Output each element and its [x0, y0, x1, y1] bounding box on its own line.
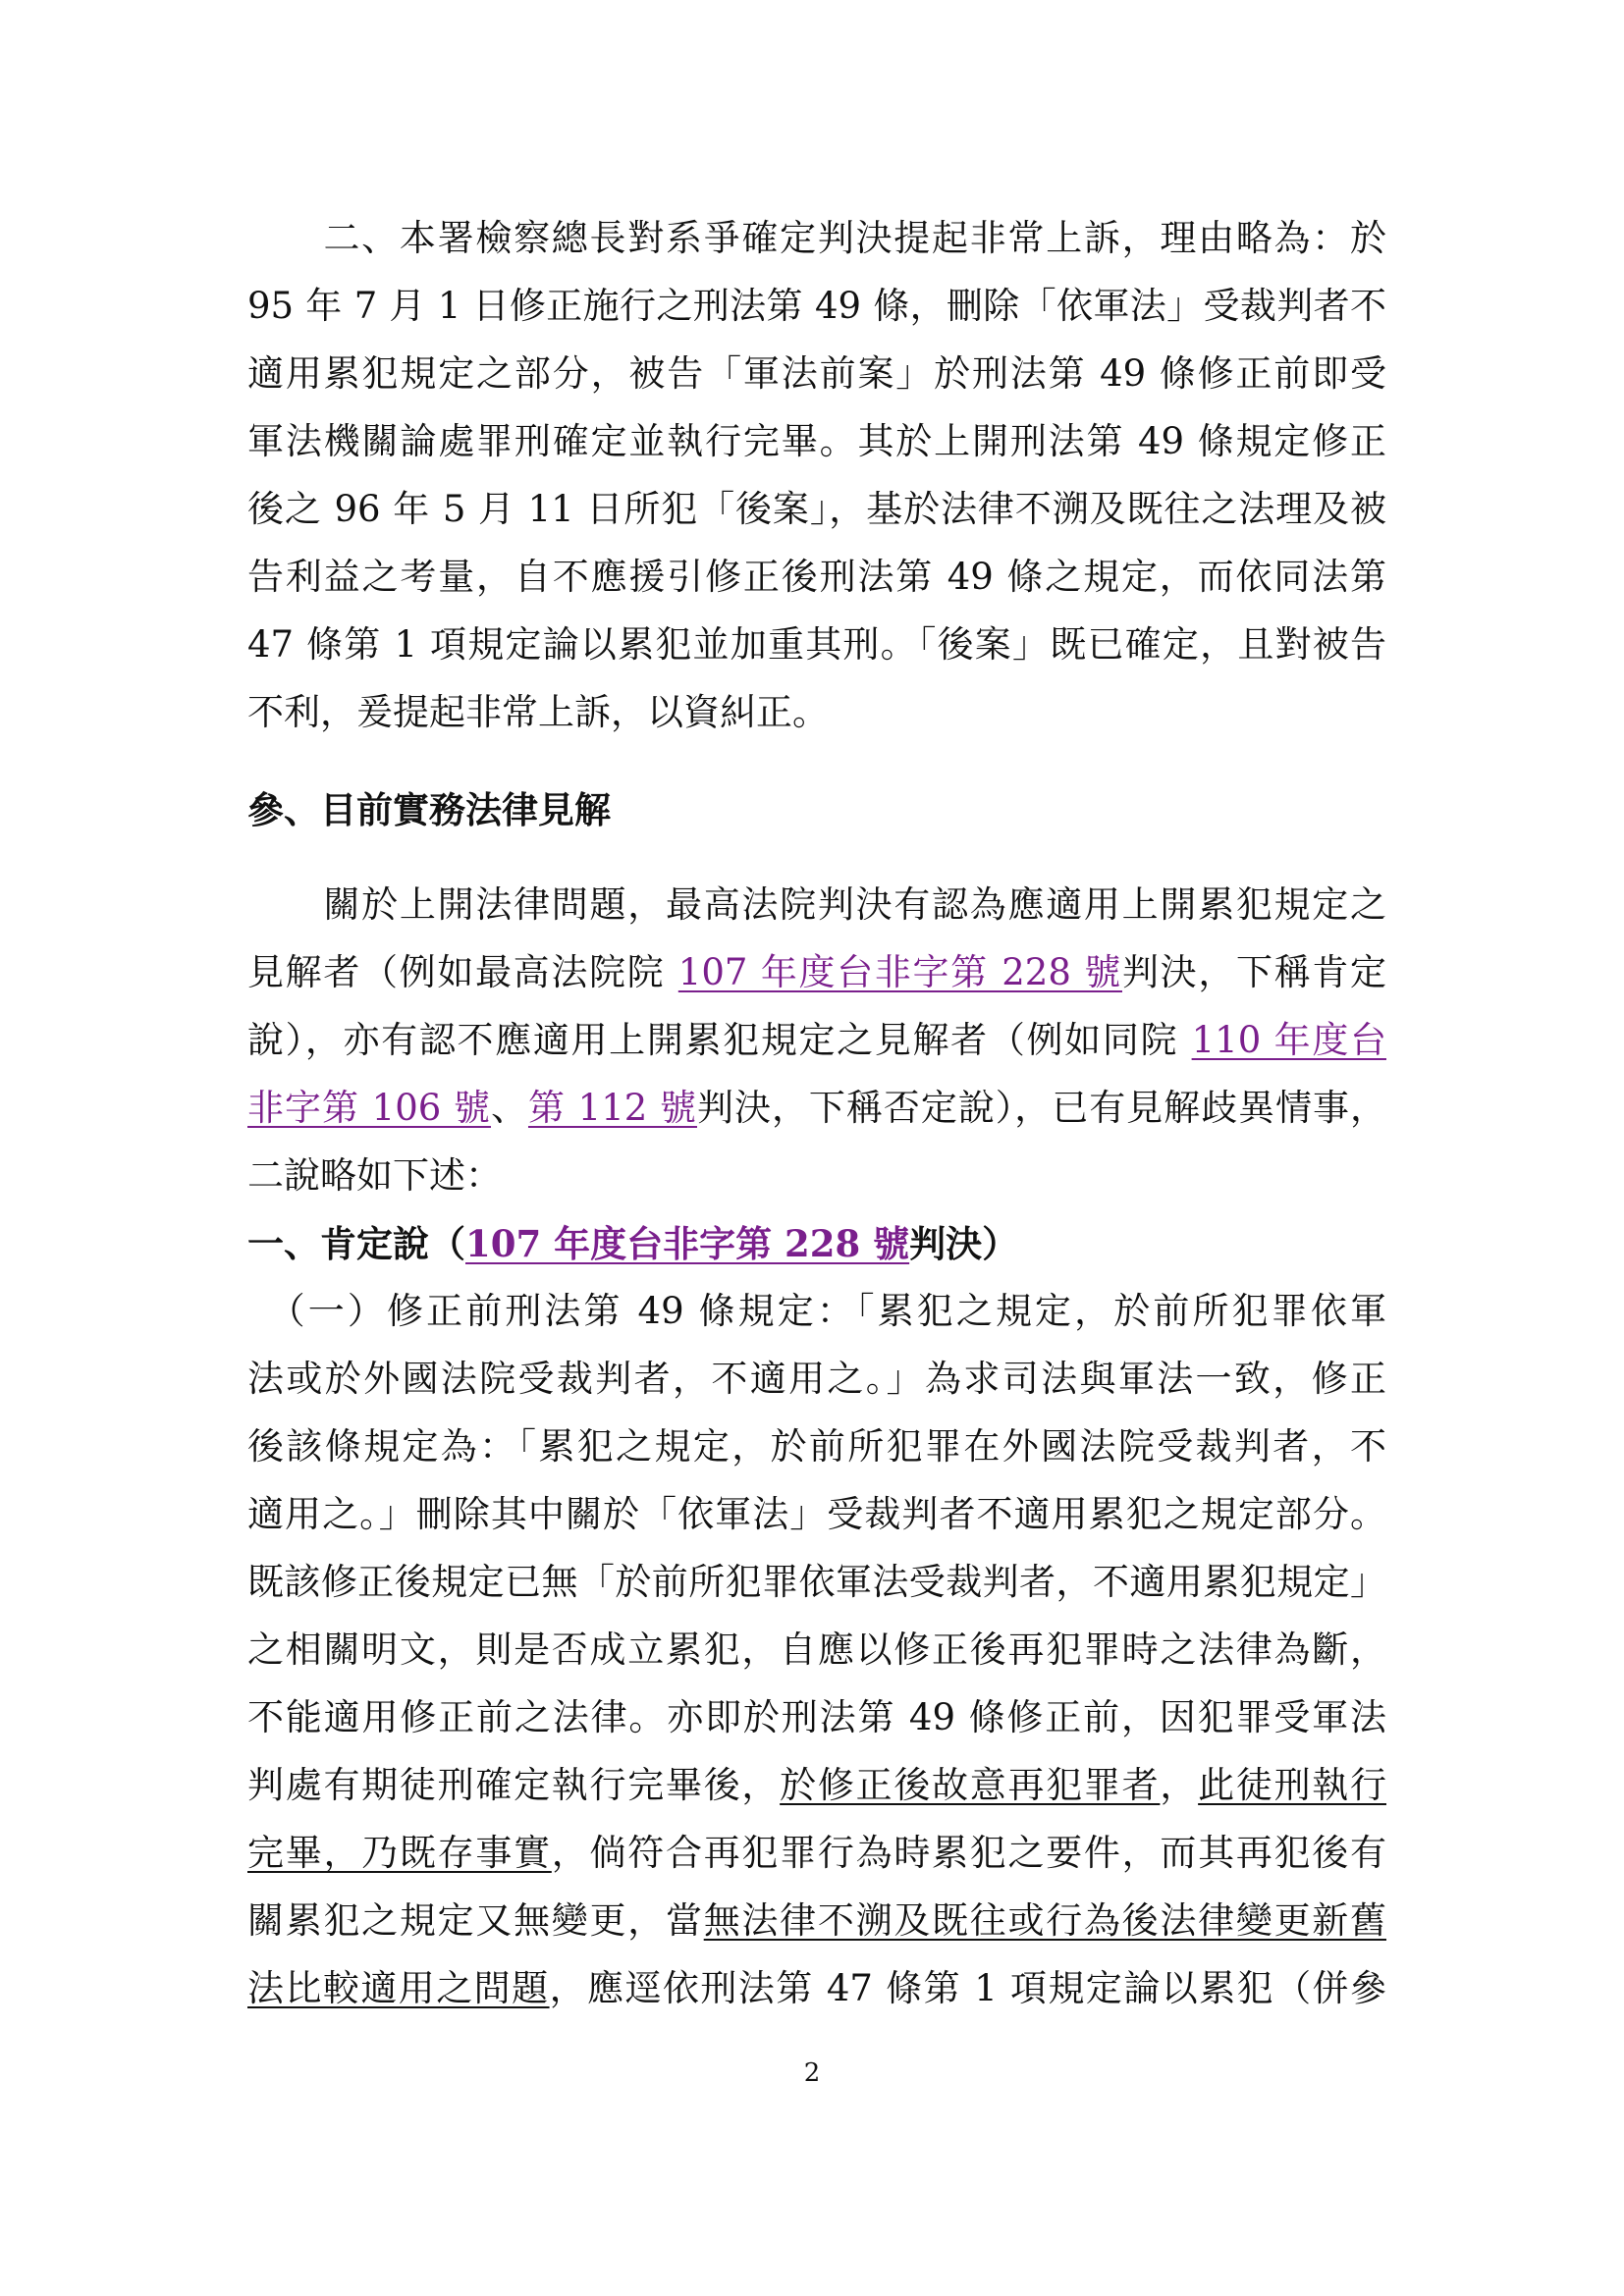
text-span: ， — [1160, 1764, 1199, 1806]
paragraph-line: 不能適用修正前之法律。亦即於刑法第 49 條修正前，因犯罪受軍法 — [247, 1696, 1386, 1738]
paragraph-line: 適用累犯規定之部分，被告「軍法前案」於刑法第 49 條修正前即受 — [247, 352, 1386, 395]
paragraph-line: 軍法機關論處罪刑確定並執行完畢。其於上開刑法第 49 條規定修正 — [247, 420, 1386, 462]
paragraph-line: 法或於外國法院受裁判者，不適用之。」為求司法與軍法一致，修正 — [247, 1358, 1386, 1400]
paragraph-line: 後之 96 年 5 月 11 日所犯「後案」，基於法律不溯及既往之法理及被 — [247, 488, 1386, 530]
paragraph-line: 後該條規定為：「累犯之規定，於前所犯罪在外國法院受裁判者，不 — [247, 1425, 1386, 1468]
paragraph-line — [247, 1761, 1386, 1810]
text-span: 見解者（例如最高法院院 — [247, 951, 678, 993]
paragraph-line: 不利，爰提起非常上訴，以資糾正。 — [247, 691, 829, 733]
text-span: 判決，下稱肯定 — [1122, 951, 1386, 993]
page-number: 2 — [803, 2058, 821, 2088]
paragraph-line: 適用之。」刪除其中關於「依軍法」受裁判者不適用累犯之規定部分。 — [247, 1493, 1386, 1535]
paragraph-line — [247, 1896, 1386, 1946]
underlined-text: 完畢，乃既存事實 — [247, 1832, 552, 1874]
text-span: ，倘符合再犯罪行為時累犯之要件，而其再犯後有 — [551, 1832, 1386, 1874]
text-span: 關累犯之規定又無變更，當 — [247, 1899, 704, 1942]
paragraph-line: （一）修正前刑法第 49 條規定：「累犯之規定，於前所犯罪依軍 — [247, 1290, 1386, 1332]
case-link-107-228[interactable]: 107 年度台非字第 228 號 — [677, 951, 1122, 993]
text-span: 一、肯定說（ — [247, 1222, 465, 1265]
underlined-text: 法比較適用之問題 — [247, 1967, 550, 2009]
case-link-110-112[interactable]: 第 112 號 — [527, 1087, 698, 1129]
paragraph-line: 告利益之考量，自不應援引修正後刑法第 49 條之規定，而依同法第 — [247, 556, 1386, 598]
underlined-text: 此徒刑執行 — [1198, 1764, 1386, 1806]
paragraph-line: 二、本署檢察總長對系爭確定判決提起非常上訴，理由略為：於 — [247, 217, 1386, 259]
text-span: 判決） — [909, 1222, 1019, 1265]
paragraph-line — [247, 1016, 1386, 1065]
paragraph-line — [247, 948, 1386, 997]
case-link-110-106[interactable]: 非字第 106 號 — [247, 1087, 491, 1129]
paragraph-line: 47 條第 1 項規定論以累犯並加重其刑。「後案」既已確定，且對被告 — [247, 623, 1386, 666]
underlined-text: 無法律不溯及既往或行為後法律變更新舊 — [703, 1899, 1386, 1942]
text-span: 、 — [490, 1087, 528, 1129]
paragraph-line: 既該修正後規定已無「於前所犯罪依軍法受裁判者，不適用累犯規定」 — [247, 1561, 1386, 1603]
paragraph-line — [247, 1829, 1386, 1878]
text-span: 說），亦有認不應適用上開累犯規定之見解者（例如同院 — [247, 1019, 1192, 1061]
case-link-110-part1[interactable]: 110 年度台 — [1191, 1019, 1386, 1061]
section-heading: 參、目前實務法律見解 — [247, 788, 611, 831]
text-span: 判處有期徒刑確定執行完畢後， — [247, 1764, 781, 1806]
paragraph-line — [247, 1084, 1386, 1133]
text-span: 判決，下稱否定說），已有見解歧異情事， — [697, 1087, 1386, 1129]
underlined-text: 於修正後故意再犯罪者 — [780, 1764, 1161, 1806]
paragraph-line: 二說略如下述： — [247, 1154, 502, 1197]
paragraph-line: 95 年 7 月 1 日修正施行之刑法第 49 條，刪除「依軍法」受裁判者不 — [247, 285, 1386, 327]
paragraph-line: 關於上開法律問題，最高法院判決有認為應適用上開累犯規定之 — [247, 883, 1386, 926]
paragraph-line: 之相關明文，則是否成立累犯，自應以修正後再犯罪時之法律為斷， — [247, 1629, 1386, 1671]
case-link-107-228-heading[interactable]: 107 年度台非字第 228 號 — [465, 1222, 910, 1265]
paragraph-line — [247, 1964, 1386, 2013]
text-span: ，應逕依刑法第 47 條第 1 項規定論以累犯（併參 — [549, 1967, 1386, 2009]
subsection-heading — [247, 1219, 1386, 1268]
